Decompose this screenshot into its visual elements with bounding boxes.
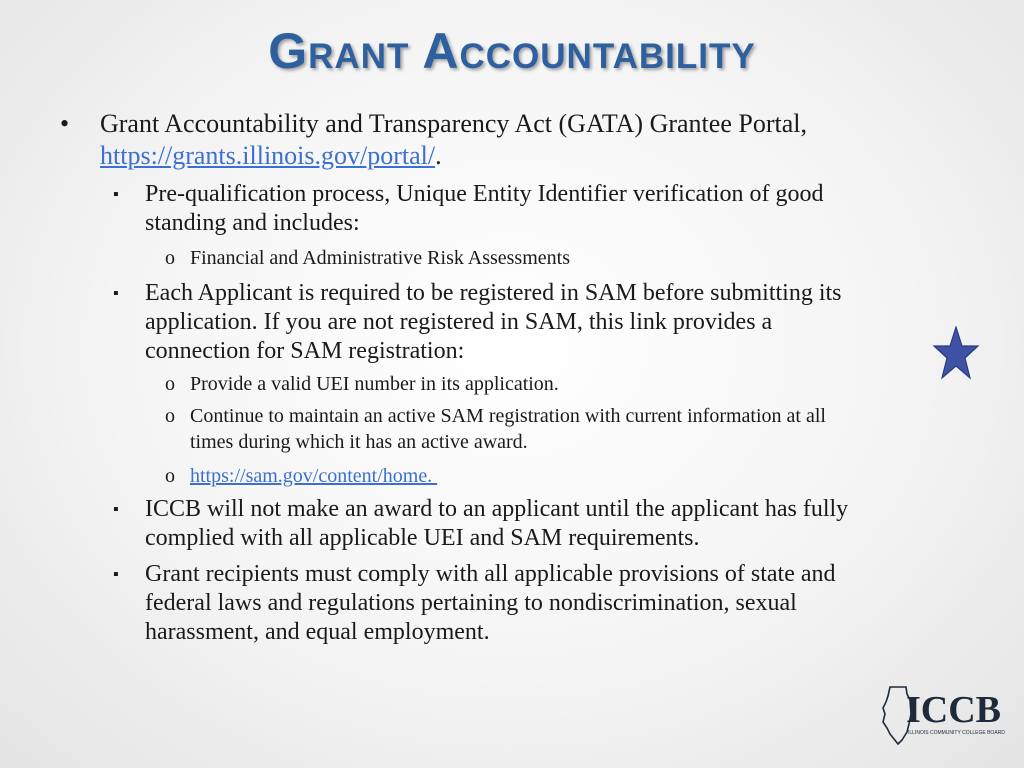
iccb-logo-text: ICCB [906, 689, 1002, 731]
sam-gov-link[interactable]: https://sam.gov/content/home. [190, 465, 438, 487]
recipients-line-3: harassment, and equal employment. [145, 619, 490, 645]
square-bullet-marker: ▪ [113, 566, 119, 583]
risk-assessments-item: Financial and Administrative Risk Assessments [190, 247, 570, 269]
sam-line-2: application. If you are not registered in SAM, this link provides a [145, 309, 773, 335]
circle-bullet-marker: o [165, 465, 175, 487]
iccb-line-2: complied with all applicable UEI and SAM requirements. [145, 525, 700, 551]
bullet-marker: • [60, 109, 70, 138]
slide-title: Grant Accountability [268, 23, 756, 79]
recipients-line-1: Grant recipients must comply with all applicable provisions of state and [145, 561, 836, 587]
grants-portal-link[interactable]: https://grants.illinois.gov/portal/ [100, 141, 436, 170]
sam-line-1: Each Applicant is required to be registered in SAM before submitting its [145, 280, 842, 306]
square-bullet-marker: ▪ [113, 285, 119, 302]
gata-portal-suffix: . [435, 141, 442, 170]
iccb-logo [880, 684, 1010, 746]
square-bullet-marker: ▪ [113, 186, 119, 203]
square-bullet-marker: ▪ [113, 501, 119, 518]
star-icon [933, 326, 979, 380]
gata-portal-item [100, 108, 807, 140]
gata-portal-text: Grant Accountability and Transparency Act (GATA) Grantee Portal, [100, 109, 807, 138]
circle-bullet-marker: o [165, 247, 175, 269]
circle-bullet-marker: o [165, 405, 175, 427]
prequal-line-2: standing and includes: [145, 210, 360, 236]
valid-uei-item: Provide a valid UEI number in its application. [190, 373, 559, 395]
iccb-line-1: ICCB will not make an award to an applicant until the applicant has fully [145, 496, 849, 522]
sam-line-3: connection for SAM registration: [145, 338, 465, 364]
recipients-line-2: federal laws and regulations pertaining to nondiscrimination, sexual [145, 590, 797, 616]
active-sam-line-1: Continue to maintain an active SAM registration with current information at all [190, 405, 826, 427]
prequal-line-1: Pre-qualification process, Unique Entity Identifier verification of good [145, 181, 824, 207]
active-sam-line-2: times during which it has an active award. [190, 431, 528, 453]
iccb-logo-subtitle: ILLINOIS COMMUNITY COLLEGE BOARD [908, 730, 1005, 736]
circle-bullet-marker: o [165, 373, 175, 395]
